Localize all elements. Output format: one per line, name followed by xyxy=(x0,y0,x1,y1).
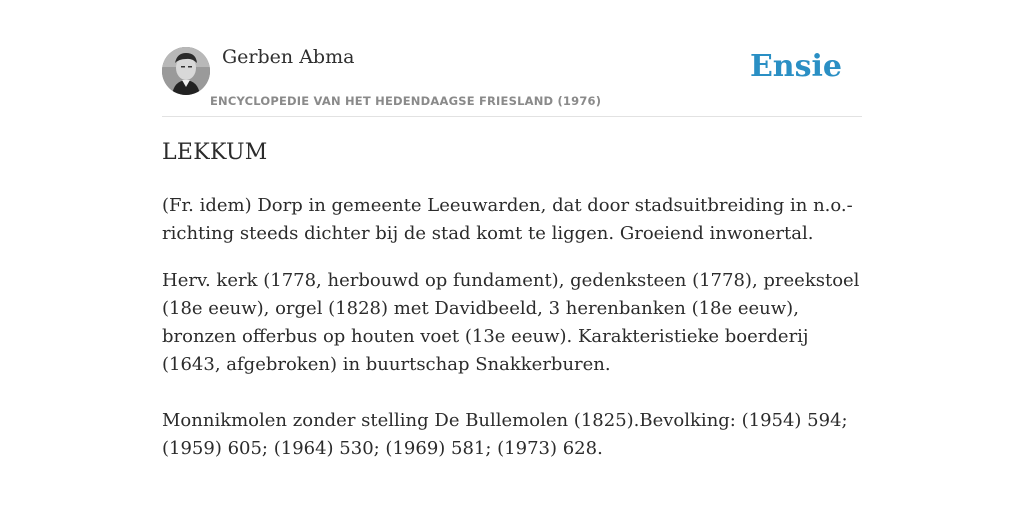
entry-header xyxy=(162,44,862,117)
brand-logo-link[interactable]: Ensie xyxy=(749,49,842,84)
entry-paragraph: (Fr. idem) Dorp in gemeente Leeuwarden, dat door stadsuitbreiding in n.o.-richting steeds dichter bij de stad komt te liggen. Groeiend inwonertal. xyxy=(162,195,853,244)
entry-card xyxy=(162,44,862,459)
entry-title: LEKKUM xyxy=(162,140,268,165)
entry-paragraph: Herv. kerk (1778, herbouwd op fundament), gedenksteen (1778), preekstoel (18e eeuw), orgel (1828) met Davidbeeld, 3 herenbanken (18e eeuw), bronzen offerbus op houten voet (13e eeuw). Karakteristieke boerderij (1643, afgebroken) in buurtschap Snakkerburen. Monnikmolen zonder stelling De Bullemolen (1825).Bevolking: (1954) 594; (1959) 605; (1964) 530; (1969) 581; (1973) 628. xyxy=(162,270,860,459)
author-portrait-icon xyxy=(162,47,210,95)
source-link[interactable]: ENCYCLOPEDIE VAN HET HEDENDAAGSE FRIESLAND (1976) xyxy=(210,94,602,108)
author-name-link[interactable]: Gerben Abma xyxy=(222,46,355,68)
author-avatar[interactable] xyxy=(162,47,210,95)
